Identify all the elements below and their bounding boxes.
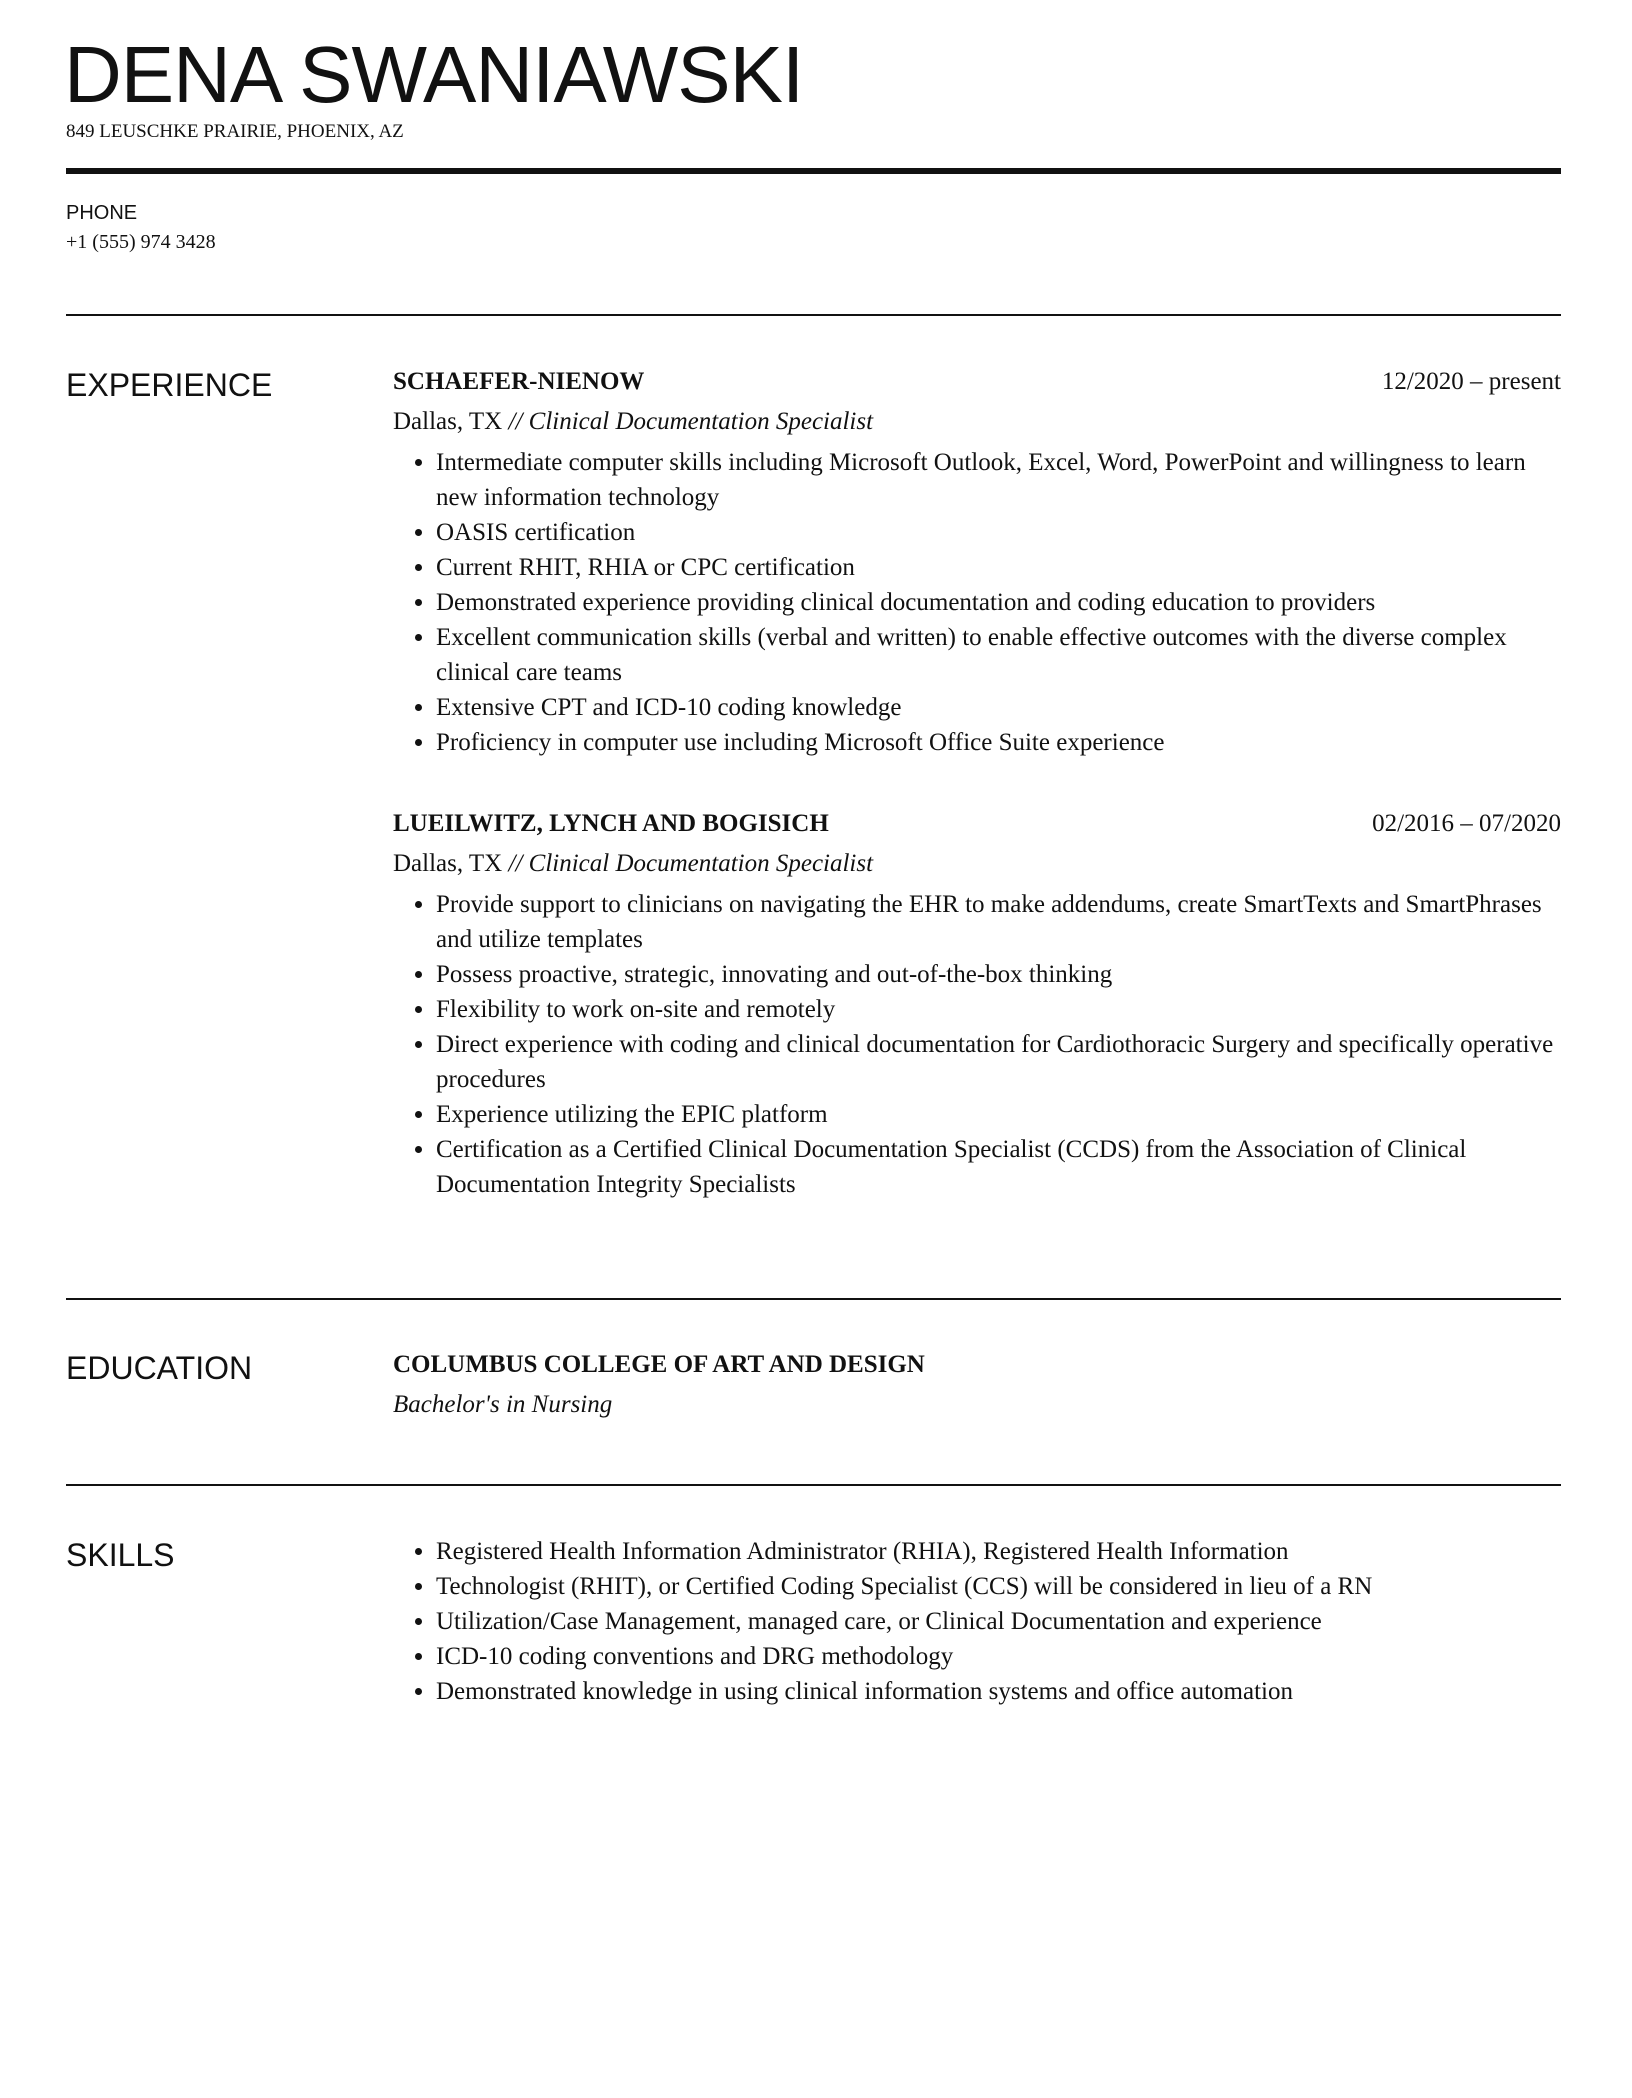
skill-item: • Demonstrated knowledge in using clinical information systems and office automation (436, 1674, 1561, 1709)
skills-heading: SKILLS (66, 1537, 175, 1573)
skill-item: • Utilization/Case Management, managed care, or Clinical Documentation and experience (436, 1604, 1561, 1639)
job-location: Dallas, TX (393, 850, 503, 877)
degree: Bachelor's in Nursing (393, 1391, 613, 1418)
job-title: Clinical Documentation Specialist (528, 850, 874, 877)
separator: // (508, 408, 523, 435)
job-bullet: • Experience utilizing the EPIC platform (436, 1097, 1561, 1132)
section-divider (66, 1484, 1561, 1486)
job-bullet: • Flexibility to work on-site and remotely (436, 992, 1561, 1027)
job-bullet: • Proficiency in computer use including Microsoft Office Suite experience (436, 725, 1561, 760)
job-bullet: • Provide support to clinicians on navigating the EHR to make addendums, create SmartTexts and SmartPhrases and utilize templates (436, 887, 1561, 957)
section-divider (66, 1298, 1561, 1300)
job-dates: 12/2020 – present (1381, 368, 1561, 395)
phone-label: PHONE (66, 202, 138, 224)
address: 849 LEUSCHKE PRAIRIE, PHOENIX, AZ (66, 121, 404, 142)
job-bullet: • Intermediate computer skills including Microsoft Outlook, Excel, Word, PowerPoint and willingness to learn new information technology (436, 445, 1561, 515)
job-entry (393, 364, 1561, 760)
job-location: Dallas, TX (393, 408, 503, 435)
job-title: Clinical Documentation Specialist (528, 408, 874, 435)
job-bullet: • Direct experience with coding and clinical documentation for Cardiothoracic Surgery and specifically operative procedures (436, 1027, 1561, 1097)
job-bullet: • Certification as a Certified Clinical Documentation Specialist (CCDS) from the Association of Clinical Documentation Integrity Specialists (436, 1132, 1561, 1202)
separator: // (508, 850, 523, 877)
candidate-name: DENA SWANIAWSKI (64, 30, 804, 119)
company-name: SCHAEFER-NIENOW (393, 368, 645, 395)
job-bullet: • Extensive CPT and ICD-10 coding knowledge (436, 690, 1561, 725)
experience-list (393, 364, 1561, 1248)
job-dates: 02/2016 – 07/2020 (1372, 810, 1561, 837)
job-bullet: • Possess proactive, strategic, innovating and out-of-the-box thinking (436, 957, 1561, 992)
school-name: COLUMBUS COLLEGE OF ART AND DESIGN (393, 1351, 925, 1378)
job-bullet: • OASIS certification (436, 515, 1561, 550)
section-divider (66, 314, 1561, 316)
skill-item: • Registered Health Information Administrator (RHIA), Registered Health Information (436, 1534, 1561, 1569)
phone-number: +1 (555) 974 3428 (66, 231, 216, 253)
skill-item: • Technologist (RHIT), or Certified Coding Specialist (CCS) will be considered in lieu of a RN (436, 1569, 1561, 1604)
job-bullet: • Demonstrated experience providing clinical documentation and coding education to providers (436, 585, 1561, 620)
job-bullet: • Excellent communication skills (verbal and written) to enable effective outcomes with the diverse complex clinical care teams (436, 620, 1561, 690)
header-divider (66, 168, 1561, 174)
experience-heading: EXPERIENCE (66, 367, 273, 403)
education-heading: EDUCATION (66, 1350, 253, 1386)
company-name: LUEILWITZ, LYNCH AND BOGISICH (393, 810, 829, 837)
skill-item: • ICD-10 coding conventions and DRG methodology (436, 1639, 1561, 1674)
skills-list (393, 1534, 1561, 1709)
education-entry (393, 1347, 1561, 1422)
job-bullet: • Current RHIT, RHIA or CPC certification (436, 550, 1561, 585)
job-entry (393, 806, 1561, 1202)
